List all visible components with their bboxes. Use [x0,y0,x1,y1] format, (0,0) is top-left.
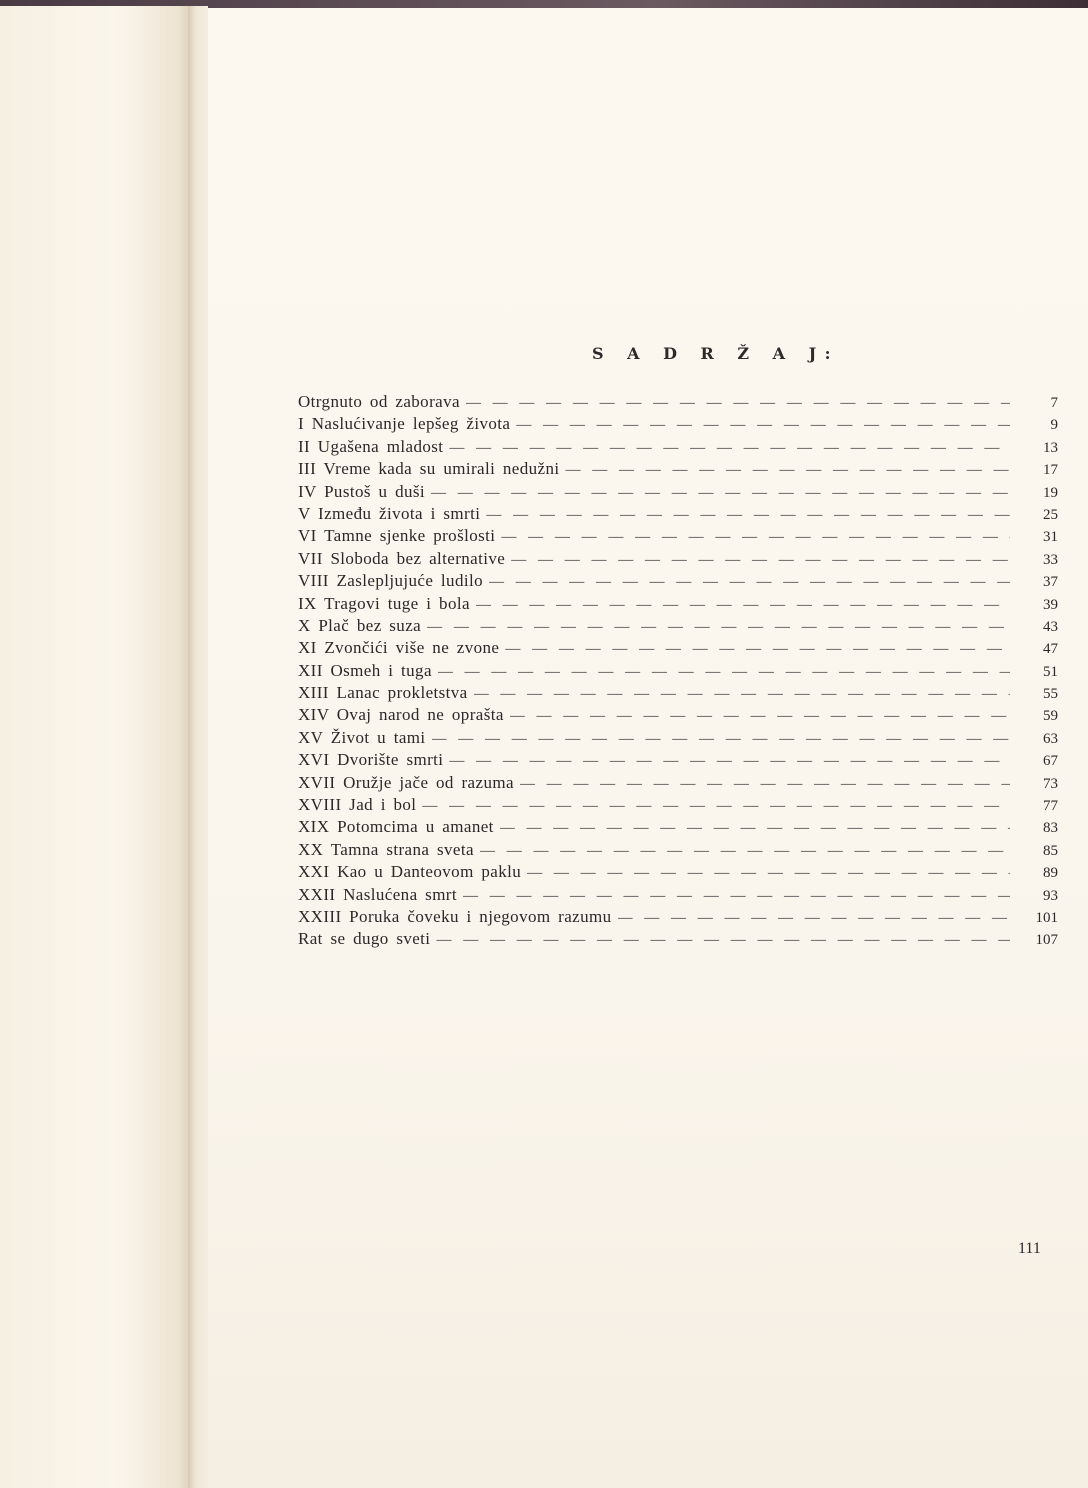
toc-entry [298,414,1058,436]
toc-entry-title: XX Tamna strana sveta [298,839,474,859]
toc-entry-page: 85 [1043,842,1058,859]
toc-entry-page: 63 [1043,730,1058,747]
toc-entry-leader [476,597,1010,614]
toc-entry-title: XI Zvončići više ne zvone [298,638,500,658]
toc-entry [298,885,1058,907]
toc-entry-page: 13 [1043,439,1058,456]
toc-entry-leader [500,820,1010,837]
toc-entry-page: 33 [1043,551,1058,568]
book-gutter [188,6,208,1488]
toc-entry-page: 67 [1043,753,1058,770]
toc-entry [298,862,1058,884]
toc-entry [298,616,1058,638]
toc-entry [298,571,1058,593]
toc-entry-title: III Vreme kada su umirali nedužni [298,459,560,479]
toc-entry-title: II Ugašena mladost [298,436,444,456]
toc-entry-leader [480,843,1010,860]
toc-entry-title: IV Pustoš u duši [298,481,426,501]
toc-entry-title: VII Sloboda bez alternative [298,548,506,568]
toc-entry-page: 39 [1043,596,1058,613]
toc-entry-leader [449,440,1010,457]
toc-entry-page: 51 [1043,663,1058,680]
toc-entry-page: 89 [1043,865,1058,882]
toc-entry [298,638,1058,660]
toc-entry-leader [511,552,1010,569]
toc-entry-title: IX Tragovi tuge i bola [298,593,470,613]
toc-entry-title: VIII Zaslepljujuće ludilo [298,571,484,591]
toc-entry-leader [505,641,1010,658]
table-of-contents [298,392,1058,952]
toc-entry-page: 55 [1043,686,1058,703]
toc-entry [298,795,1058,817]
toc-entry [298,392,1058,414]
toc-entry [298,459,1058,481]
toc-entry-leader [449,753,1010,770]
toc-entry-leader [422,798,1010,815]
toc-entry-page: 107 [1035,932,1058,949]
toc-entry-title: V Između života i smrti [298,503,481,523]
toc-entry [298,504,1058,526]
toc-entry-page: 73 [1043,775,1058,792]
toc-entry-page: 19 [1043,484,1058,501]
toc-entry-leader [432,731,1010,748]
toc-entry-page: 25 [1043,506,1058,523]
toc-entry-leader [431,485,1010,502]
toc-entry-leader [466,395,1010,412]
toc-entry-page: 9 [1050,417,1058,434]
toc-entry-title: I Naslućivanje lepšeg života [298,414,511,434]
toc-entry [298,482,1058,504]
toc-entry [298,594,1058,616]
toc-entry-leader [474,686,1010,703]
toc-entry [298,549,1058,571]
toc-entry-title: Rat se dugo sveti [298,929,431,949]
toc-entry [298,773,1058,795]
toc-entry-page: 37 [1043,574,1058,591]
toc-entry-title: VI Tamne sjenke prošlosti [298,526,496,546]
toc-entry-leader [489,574,1010,591]
toc-entry-title: XXIII Poruka čoveku i njegovom razumu [298,906,612,926]
toc-entry-title: XII Osmeh i tuga [298,660,432,680]
toc-entry-leader [501,529,1010,546]
toc-entry-leader [486,507,1010,524]
toc-entry-leader [516,417,1010,434]
toc-entry-title: XVI Dvorište smrti [298,750,444,770]
toc-entry-title: XIV Ovaj narod ne oprašta [298,705,504,725]
toc-entry-title: XVIII Jad i bol [298,795,417,815]
toc-entry-title: XIII Lanac prokletstva [298,683,468,703]
toc-entry [298,437,1058,459]
toc-entry [298,750,1058,772]
toc-entry-leader [527,865,1010,882]
page-number: 111 [1018,1240,1041,1257]
toc-entry-title: XIX Potomcima u amanet [298,817,494,837]
contents-heading: S A D R Ž A J: [592,344,840,363]
toc-entry [298,728,1058,750]
toc-entry-leader [565,462,1010,479]
left-page [0,6,194,1488]
toc-entry-page: 43 [1043,618,1058,635]
toc-entry [298,929,1058,951]
toc-entry [298,840,1058,862]
toc-entry-title: XXI Kao u Danteovom paklu [298,862,522,882]
toc-entry-page: 59 [1043,708,1058,725]
toc-entry-leader [438,664,1010,681]
toc-entry-title: Otrgnuto od zaborava [298,392,460,411]
toc-entry-page: 31 [1043,529,1058,546]
toc-entry-title: XXII Naslućena smrt [298,884,457,904]
toc-entry-leader [436,932,1010,949]
toc-entry-title: XVII Oružje jače od razuma [298,772,514,792]
toc-entry [298,817,1058,839]
toc-entry-leader [427,619,1010,636]
toc-entry-title: X Plač bez suza [298,615,422,635]
toc-entry [298,907,1058,929]
toc-entry-page: 83 [1043,820,1058,837]
toc-entry [298,705,1058,727]
toc-entry-page: 101 [1035,909,1058,926]
toc-entry-leader [510,708,1010,725]
toc-entry-page: 7 [1050,395,1058,411]
toc-entry-title: XV Život u tami [298,727,426,747]
toc-entry-page: 47 [1043,641,1058,658]
toc-entry-page: 93 [1043,887,1058,904]
toc-entry [298,683,1058,705]
toc-entry-leader [463,888,1010,905]
toc-entry-leader [520,776,1010,793]
toc-entry-page: 77 [1043,798,1058,815]
toc-entry [298,526,1058,548]
toc-entry-leader [618,910,1010,927]
toc-entry [298,661,1058,683]
toc-entry-page: 17 [1043,462,1058,479]
